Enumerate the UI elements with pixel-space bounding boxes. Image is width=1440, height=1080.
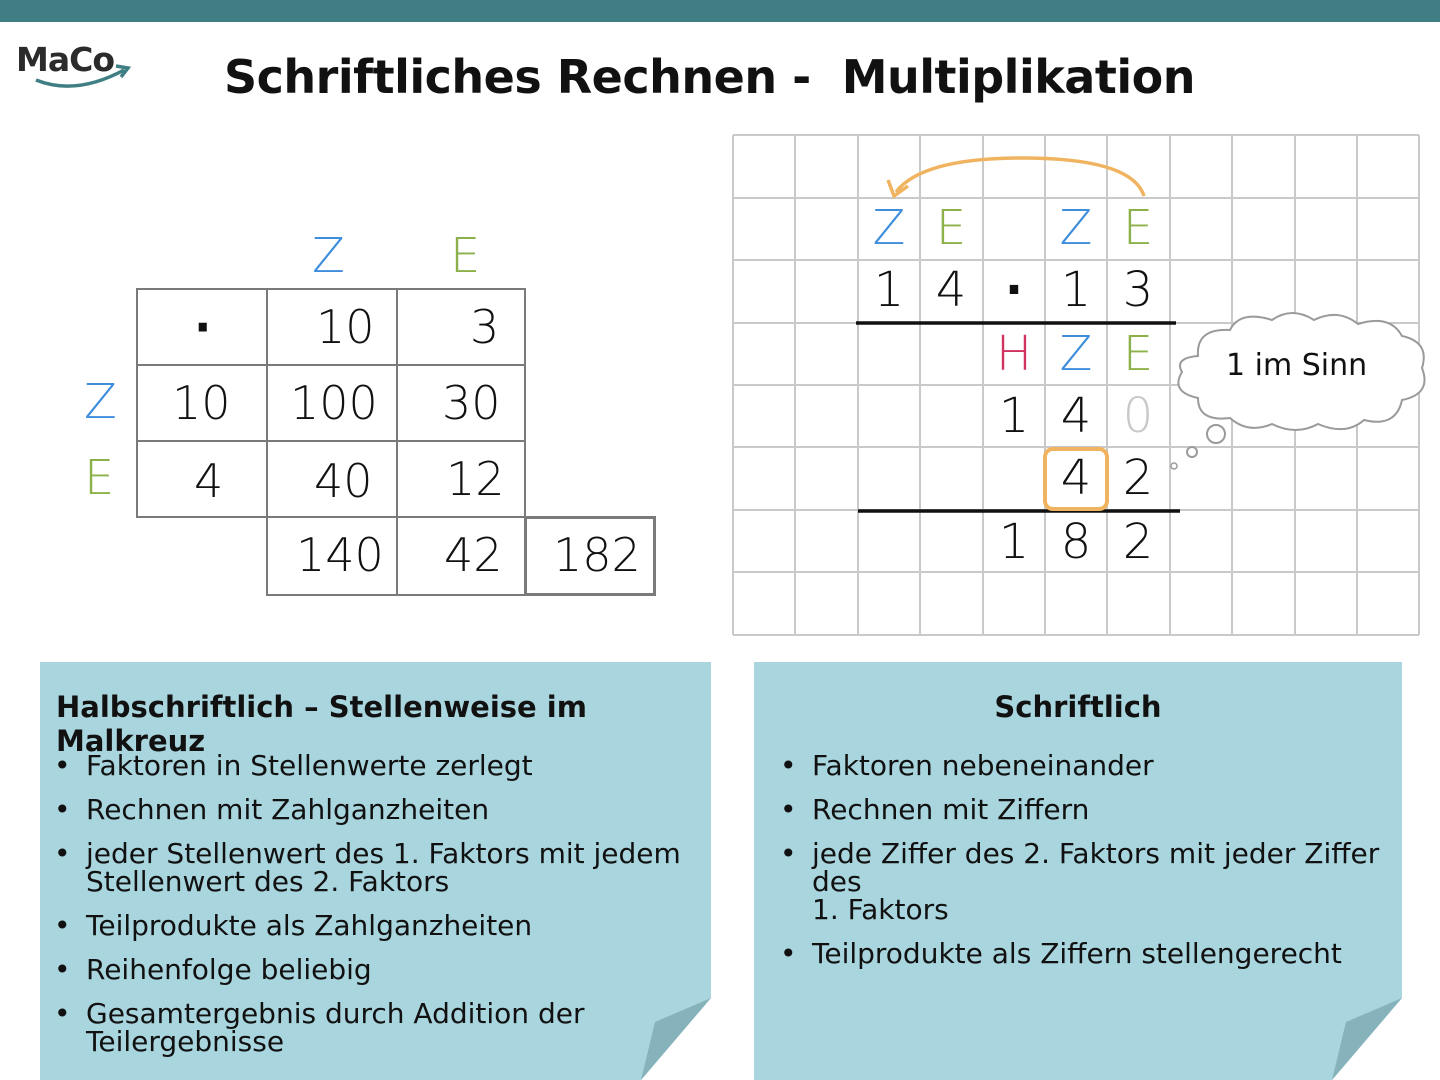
label-z: Z — [872, 200, 906, 256]
bullet-text: jede Ziffer des 2. Faktors mit jeder Ziffer des — [812, 837, 1380, 898]
page-curl-icon — [1332, 998, 1402, 1080]
bullet-icon: • — [54, 793, 71, 826]
malkreuz-factor2-part: 10 — [316, 300, 375, 354]
logo-swoosh-icon — [16, 40, 136, 100]
bullet-text: Teilprodukte als Zahlganzheiten — [86, 909, 533, 942]
malkreuz-factor2-cell — [396, 288, 526, 366]
factor2-digit: 3 — [1122, 262, 1154, 318]
malkreuz-product-cell — [396, 364, 526, 442]
list-item — [40, 749, 700, 782]
list-item — [40, 953, 700, 986]
thought-text: 1 im Sinn — [1226, 348, 1368, 383]
malkreuz-factor2-cell — [266, 288, 398, 366]
partial1-digit: 0 — [1122, 388, 1154, 444]
label-z: Z — [1059, 200, 1093, 256]
bullet-text: Faktoren in Stellenwerte zerlegt — [86, 749, 533, 782]
bullet-text: Teilprodukte als Ziffern stellengerecht — [812, 937, 1342, 970]
malkreuz-column-sum: 140 — [296, 528, 384, 582]
malkreuz-row-header-z: Z — [84, 374, 117, 430]
malkreuz-row-header-e: E — [84, 450, 115, 506]
malkreuz-factor1-cell — [136, 364, 268, 442]
label-e: E — [1122, 200, 1154, 256]
factor1-digit: 1 — [873, 262, 905, 318]
malkreuz-factor1-part: 4 — [194, 454, 224, 508]
bullet-list — [40, 749, 700, 1072]
top-accent-bar — [0, 0, 1440, 22]
bullet-icon: • — [54, 953, 71, 986]
bullet-text: Gesamtergebnis durch Addition der — [86, 997, 585, 1030]
list-item — [766, 937, 1402, 970]
bullet-list — [766, 749, 1402, 984]
list-item — [40, 837, 700, 898]
bullet-icon: • — [780, 749, 797, 782]
bullet-text: Teilergebnisse — [86, 1025, 285, 1058]
info-box-schriftlich — [754, 662, 1402, 1080]
info-box-halbschriftlich — [40, 662, 711, 1080]
label-e: E — [1122, 326, 1154, 382]
malkreuz-col-header-e: E — [450, 228, 481, 284]
malkreuz-factor1-part: 10 — [172, 376, 231, 430]
factor2-digit: 1 — [1060, 262, 1092, 318]
malkreuz-product: 30 — [442, 376, 501, 430]
bullet-icon: • — [780, 837, 797, 870]
bullet-text: 1. Faktors — [812, 893, 949, 926]
malkreuz-product-cell — [266, 440, 398, 518]
bullet-icon: • — [780, 793, 797, 826]
bullet-text: Stellenwert des 2. Faktors — [86, 865, 450, 898]
malkreuz-sum-cell — [396, 516, 526, 596]
result-digit: 2 — [1122, 514, 1154, 570]
bullet-text: Faktoren nebeneinander — [812, 749, 1154, 782]
label-h: H — [995, 326, 1033, 382]
list-item — [766, 749, 1402, 782]
thought-cloud-icon — [1168, 306, 1430, 474]
bullet-icon: • — [54, 749, 71, 782]
list-item — [40, 793, 700, 826]
multiply-operator: · — [1004, 262, 1024, 318]
malkreuz-sum-cell — [266, 516, 398, 596]
result-digit: 8 — [1060, 514, 1092, 570]
malkreuz-col-header-z: Z — [312, 228, 345, 284]
malkreuz-product-cell — [396, 440, 526, 518]
partial2-digit: 2 — [1122, 450, 1154, 506]
malkreuz-operator-cell — [136, 288, 268, 366]
malkreuz-factor1-cell — [136, 440, 268, 518]
box-heading: Halbschriftlich – Stellenweise im Malkreuz — [56, 690, 587, 758]
result-digit: 1 — [998, 514, 1030, 570]
bullet-text: Rechnen mit Zahlganzheiten — [86, 793, 490, 826]
label-e: E — [935, 200, 967, 256]
factor1-digit: 4 — [935, 262, 967, 318]
bullet-text: jeder Stellenwert des 1. Faktors mit jedem — [86, 837, 681, 870]
bullet-icon: • — [780, 937, 797, 970]
box-heading: Schriftlich — [994, 690, 1162, 724]
malkreuz-column-sum: 42 — [444, 528, 503, 582]
malkreuz-product: 100 — [290, 376, 378, 430]
bullet-text: Rechnen mit Ziffern — [812, 793, 1090, 826]
list-item — [40, 997, 700, 1058]
malkreuz-product: 40 — [314, 454, 373, 508]
malkreuz-operator: · — [194, 300, 212, 354]
malkreuz-product: 12 — [446, 452, 505, 506]
partial1-digit: 1 — [998, 388, 1030, 444]
malkreuz-factor2-part: 3 — [470, 300, 500, 354]
malkreuz-total: 182 — [553, 528, 641, 582]
label-z: Z — [1059, 326, 1093, 382]
list-item — [40, 909, 700, 942]
partial1-digit: 4 — [1060, 388, 1092, 444]
list-item — [766, 793, 1402, 826]
bullet-icon: • — [54, 909, 71, 942]
logo-text: MaCo — [16, 40, 114, 79]
list-item — [766, 837, 1402, 926]
maco-logo — [16, 40, 136, 100]
bullet-icon: • — [54, 997, 71, 1030]
page-title: Schriftliches Rechnen - Multiplikation — [224, 50, 1195, 104]
page-curl-icon — [641, 998, 711, 1080]
malkreuz-total-cell — [524, 516, 656, 596]
partial2-digit: 4 — [1060, 450, 1092, 506]
bullet-text: Reihenfolge beliebig — [86, 953, 372, 986]
malkreuz-product-cell — [266, 364, 398, 442]
bullet-icon: • — [54, 837, 71, 870]
